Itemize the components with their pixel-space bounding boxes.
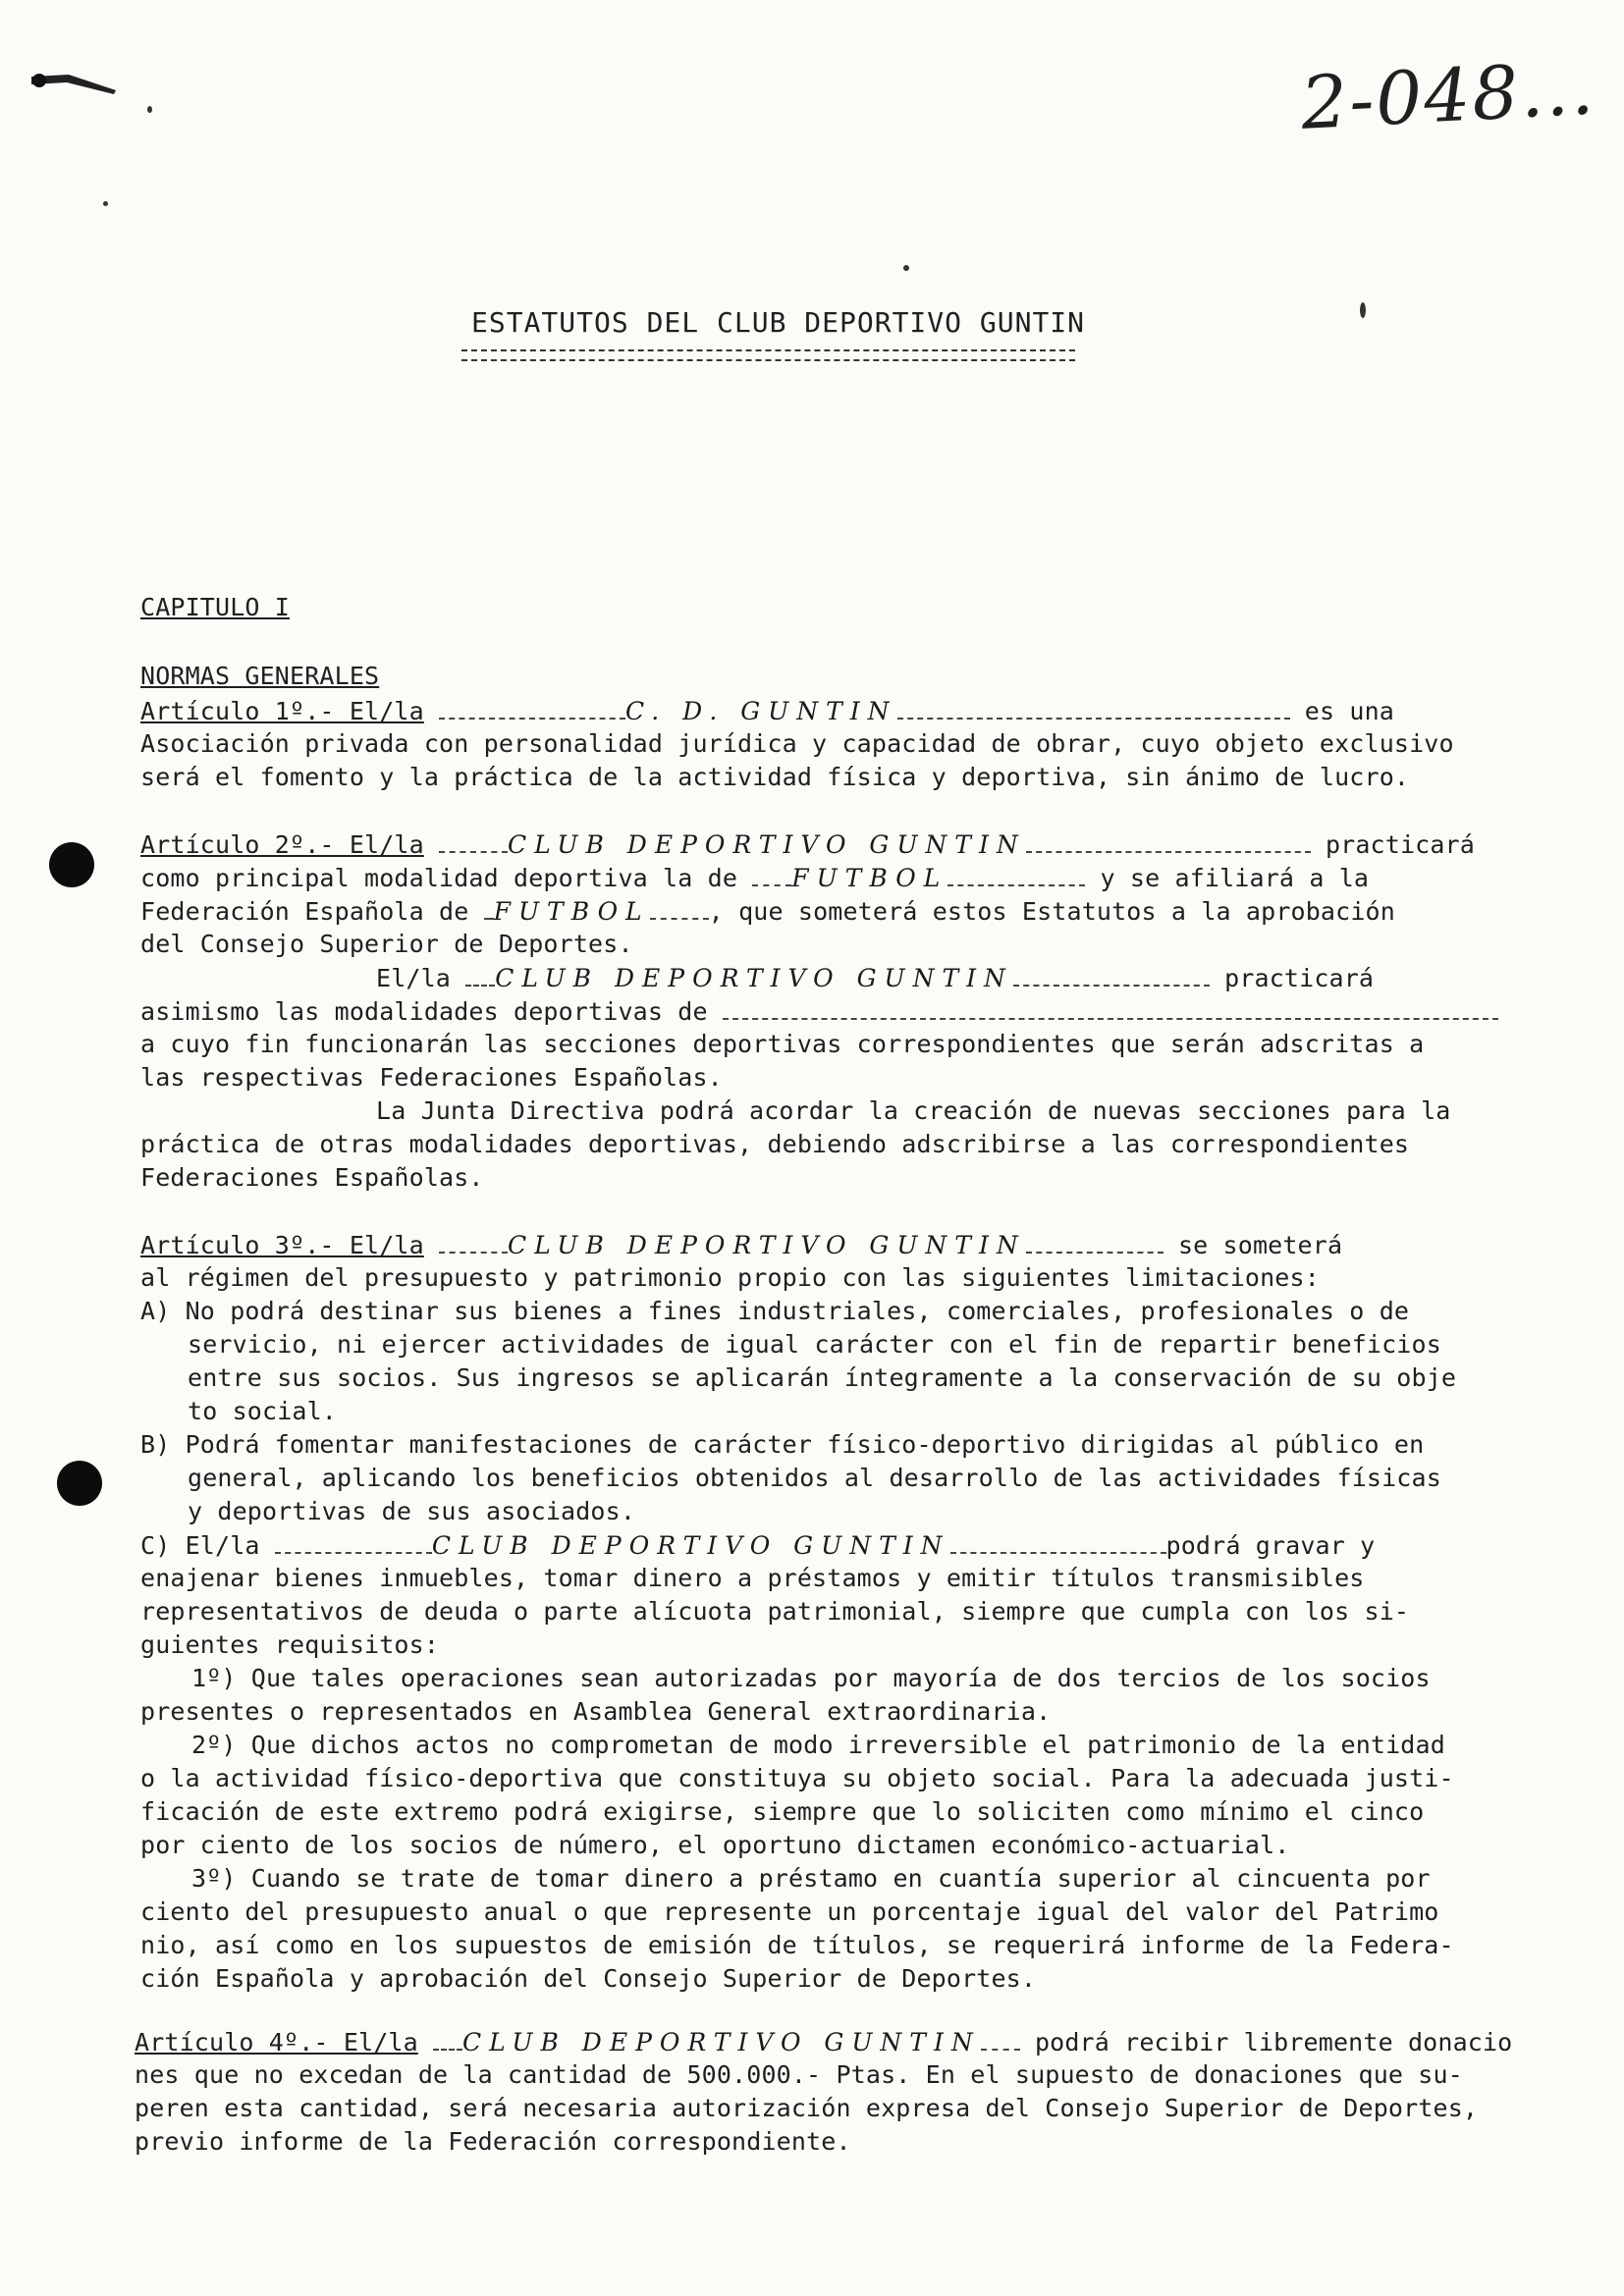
blank-line bbox=[439, 694, 625, 720]
text: podrá gravar y bbox=[1165, 1531, 1376, 1560]
handwritten-club-name: CLUB DEPORTIVO GUNTIN bbox=[431, 1531, 950, 1560]
article-2-line bbox=[140, 961, 1584, 995]
text: , que someterá estos Estatutos a la aprobación bbox=[708, 897, 1395, 926]
article-2-line: las respectivas Federaciones Españolas. bbox=[140, 1063, 723, 1092]
section-heading: NORMAS GENERALES bbox=[140, 662, 380, 690]
article-2-line bbox=[140, 1095, 1584, 1128]
article-2-line: del Consejo Superior de Deportes. bbox=[140, 930, 633, 958]
article-4-label: Artículo 4º.- El/la bbox=[135, 2028, 418, 2056]
article-2-line bbox=[140, 828, 1584, 862]
article-3-line: to social. bbox=[188, 1397, 338, 1425]
article-3-line: entre sus socios. Sus ingresos se aplicarán íntegramente a la conservación de su obje bbox=[188, 1363, 1457, 1392]
text: practicará bbox=[1224, 964, 1375, 992]
blank-line bbox=[1026, 828, 1311, 853]
binding-hole bbox=[49, 842, 94, 887]
blank-line bbox=[981, 2025, 1020, 2051]
article-3-line: 1º) Que tales operaciones sean autorizadas por mayoría de dos tercios de los socios bbox=[191, 1664, 1431, 1692]
article-3-line: ción Española y aprobación del Consejo Superior de Deportes. bbox=[140, 1964, 1037, 1993]
blank-line bbox=[1013, 961, 1210, 987]
article-3-line: presentes o representados en Asamblea General extraordinaria. bbox=[140, 1697, 1052, 1726]
article-3-line: o la actividad físico-deportiva que constituya su objeto social. Para la adecuada justi- bbox=[140, 1764, 1454, 1792]
handwritten-club-name: CLUB DEPORTIVO GUNTIN bbox=[462, 2028, 981, 2056]
text: es una bbox=[1304, 697, 1394, 725]
article-1-line bbox=[140, 694, 1584, 728]
blank-line bbox=[433, 2025, 462, 2051]
article-2-line bbox=[140, 894, 1584, 929]
article-3-line: ciento del presupuesto anual o que represente un porcentaje igual del valor del Patrimo bbox=[140, 1897, 1439, 1926]
article-3-line: enajenar bienes inmuebles, tomar dinero a préstamos y emitir títulos transmisibles bbox=[140, 1564, 1365, 1592]
blank-line bbox=[439, 1228, 508, 1254]
article-4-line: nes que no excedan de la cantidad de 500.000.- Ptas. En el supuesto de donaciones que su- bbox=[135, 2060, 1463, 2089]
article-3-line: 3º) Cuando se trate de tomar dinero a préstamo en cuantía superior al cincuenta por bbox=[191, 1864, 1431, 1893]
speck bbox=[103, 201, 108, 206]
article-3-line bbox=[140, 1228, 1584, 1262]
article-3-line: A) No podrá destinar sus bienes a fines industriales, comerciales, profesionales o de bbox=[140, 1297, 1410, 1325]
article-3-line: guientes requisitos: bbox=[140, 1630, 440, 1659]
article-3-line: representativos de deuda o parte alícuota patrimonial, siempre que cumpla con los si- bbox=[140, 1597, 1410, 1626]
speck bbox=[147, 106, 152, 113]
article-3-line: servicio, ni ejercer actividades de igual carácter con el fin de repartir beneficios bbox=[188, 1330, 1441, 1359]
speck bbox=[1360, 302, 1366, 318]
article-3-label: Artículo 3º.- El/la bbox=[140, 1231, 424, 1259]
article-2-line: a cuyo fin funcionarán las secciones deportivas correspondientes que serán adscritas a bbox=[140, 1030, 1425, 1058]
article-3-line: al régimen del presupuesto y patrimonio propio con las siguientes limitaciones: bbox=[140, 1263, 1320, 1292]
article-1-label: Artículo 1º.- El/la bbox=[140, 697, 424, 725]
text: El/la bbox=[376, 964, 452, 992]
blank-line bbox=[950, 1528, 1166, 1554]
handwritten-club-name: CLUB DEPORTIVO GUNTIN bbox=[508, 1231, 1026, 1259]
blank-line bbox=[650, 894, 709, 920]
article-3-line: y deportivas de sus asociados. bbox=[188, 1497, 636, 1525]
text: C) El/la bbox=[140, 1531, 260, 1560]
blank-line bbox=[465, 961, 495, 987]
article-3-line bbox=[140, 1528, 1584, 1563]
article-1-line: Asociación privada con personalidad jurídica y capacidad de obrar, cuyo objeto exclusivo bbox=[140, 729, 1454, 758]
article-3-line: nio, así como en los supuestos de emisión de títulos, se requerirá informe de la Federa- bbox=[140, 1931, 1454, 1959]
text: podrá recibir libremente donacio bbox=[1034, 2028, 1513, 2056]
punch-mark bbox=[29, 69, 118, 98]
article-3-line: 2º) Que dichos actos no comprometan de modo irreversible el patrimonio de la entidad bbox=[191, 1731, 1445, 1759]
reference-number: 2-048... bbox=[1298, 46, 1597, 146]
chapter-heading: CAPITULO I bbox=[140, 593, 291, 621]
handwritten-club-name: CLUB DEPORTIVO GUNTIN bbox=[508, 830, 1026, 859]
blank-line bbox=[947, 861, 1085, 886]
blank-line bbox=[275, 1528, 432, 1554]
title-underline bbox=[461, 349, 1075, 361]
blank-line bbox=[439, 828, 508, 853]
blank-line bbox=[897, 694, 1290, 720]
text: como principal modalidad deportiva la de bbox=[140, 864, 738, 892]
blank-line bbox=[484, 894, 494, 920]
handwritten-club-name: CLUB DEPORTIVO GUNTIN bbox=[495, 964, 1013, 992]
article-2-line bbox=[140, 861, 1584, 895]
article-2-line: Federaciones Españolas. bbox=[140, 1163, 484, 1192]
article-4-line: previo informe de la Federación correspondiente. bbox=[135, 2127, 851, 2156]
article-3-line: ficación de este extremo podrá exigirse, siempre que lo soliciten como mínimo el cinco bbox=[140, 1797, 1425, 1826]
article-2-line bbox=[140, 994, 1584, 1029]
article-4-line: peren esta cantidad, será necesaria autorización expresa del Consejo Superior de Deportes, bbox=[135, 2094, 1479, 2122]
handwritten-sport: FUTBOL bbox=[493, 897, 650, 926]
document-title: ESTATUTOS DEL CLUB DEPORTIVO GUNTIN bbox=[471, 306, 1086, 339]
handwritten-club-name: C. D. GUNTIN bbox=[625, 697, 897, 725]
handwritten-sport: FUTBOL bbox=[791, 864, 948, 892]
article-3-line: general, aplicando los beneficios obtenidos al desarrollo de las actividades físicas bbox=[188, 1464, 1441, 1492]
blank-line bbox=[1026, 1228, 1164, 1254]
blank-line bbox=[752, 861, 791, 886]
article-3-line: por ciento de los socios de número, el oportuno dictamen económico-actuarial. bbox=[140, 1831, 1290, 1859]
article-3-line: B) Podrá fomentar manifestaciones de carácter físico-deportivo dirigidas al público en bbox=[140, 1430, 1425, 1459]
article-2-label: Artículo 2º.- El/la bbox=[140, 830, 424, 859]
speck bbox=[903, 265, 909, 271]
binding-hole bbox=[57, 1461, 102, 1506]
text: Federación Española de bbox=[140, 897, 469, 926]
text: y se afiliará a la bbox=[1100, 864, 1370, 892]
text: practicará bbox=[1325, 830, 1475, 859]
article-1-line: será el fomento y la práctica de la actividad física y deportiva, sin ánimo de lucro. bbox=[140, 763, 1410, 791]
article-4-line bbox=[135, 2025, 1578, 2059]
text: asimismo las modalidades deportivas de bbox=[140, 997, 708, 1026]
blank-line bbox=[723, 994, 1498, 1020]
text: La Junta Directiva podrá acordar la creación de nuevas secciones para la bbox=[376, 1096, 1451, 1125]
article-2-line: práctica de otras modalidades deportivas, debiendo adscribirse a las correspondientes bbox=[140, 1130, 1410, 1158]
text: se someterá bbox=[1177, 1231, 1343, 1259]
